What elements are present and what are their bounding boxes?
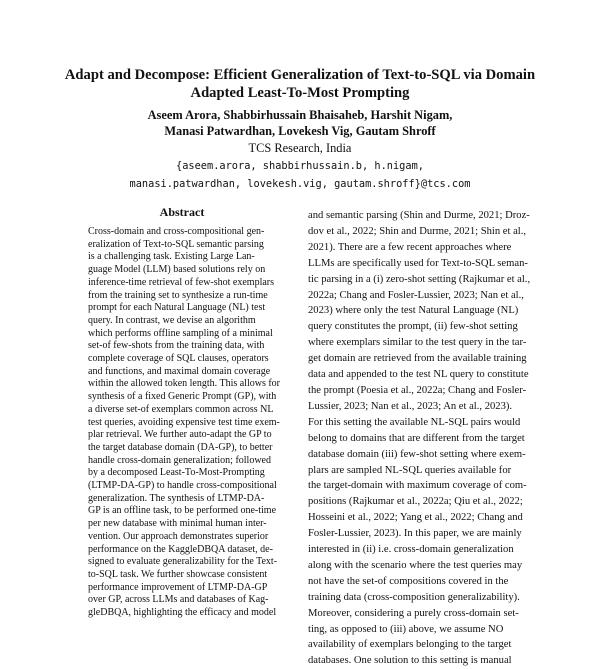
abstract-line: eralization of Text-to-SQL semantic parsing bbox=[88, 238, 264, 250]
abstract-line: signed to evaluate generalizability for the Text- bbox=[88, 556, 278, 568]
abstract-line: GP is an offline task, to be performed one-time bbox=[88, 505, 277, 517]
body-line: Moreover, considering a purely cross-domain set- bbox=[308, 607, 519, 619]
body-line: interested in (ii) i.e. cross-domain generalization bbox=[308, 544, 514, 556]
abstract-line: handle cross-domain generalization; followed bbox=[88, 454, 271, 466]
email-line: {aseem.arora, shabbirhussain.b, h.nigam, bbox=[176, 160, 424, 172]
body-line: training data (cross-composition generalizability). bbox=[308, 591, 520, 603]
body-line: Hosseini et al., 2022; Yang et al., 2022; Chang and bbox=[308, 512, 523, 524]
abstract-line: and functions, and maximal domain coverage bbox=[88, 365, 271, 377]
abstract-line: performance on the KaggleDBQA dataset, de- bbox=[88, 543, 273, 555]
abstract-line: (LTMP-DA-GP) to handle cross-compositional bbox=[88, 480, 277, 492]
abstract-line: set-of few-shots from the training data, with bbox=[88, 340, 265, 352]
abstract-line: generalization. The synthesis of LTMP-DA- bbox=[88, 492, 265, 504]
body-line: tic parsing in a (i) zero-shot setting (Rajkumar et al., bbox=[308, 273, 531, 285]
abstract-line: within the allowed token length. This allows for bbox=[88, 378, 281, 390]
email-block bbox=[40, 157, 560, 193]
abstract-line: prompt for each Natural Language (NL) test bbox=[88, 302, 266, 314]
body-line: the target-domain with maximum coverage of com- bbox=[308, 480, 527, 492]
abstract-line: by a decomposed Least-To-Most-Prompting bbox=[88, 467, 265, 479]
body-line: not have the set-of compositions covered in the bbox=[308, 575, 509, 587]
body-line: Fosler-Lussier, 2023). In this paper, we are mainly bbox=[308, 528, 522, 540]
abstract-text bbox=[88, 226, 281, 620]
abstract-line: guage Model (LLM) based solutions rely on bbox=[88, 264, 266, 276]
abstract-line: Cross-domain and cross-compositional gen- bbox=[88, 226, 265, 237]
affiliation: TCS Research, India bbox=[248, 141, 352, 155]
abstract-line: gleDBQA, highlighting the efficacy and model bbox=[88, 607, 277, 619]
abstract-line: vention. Our approach demonstrates superior bbox=[88, 530, 269, 542]
body-line: positions (Rajkumar et al., 2022a; Qiu et al., 2022; bbox=[308, 496, 523, 508]
body-line: ting, as opposed to (iii) above, we assume NO bbox=[308, 623, 504, 635]
title-line: Adapted Least-To-Most Prompting bbox=[190, 85, 410, 101]
abstract-line: from the training set to synthesize a run-time bbox=[88, 289, 268, 301]
body-line: Lussier, 2023; Nan et al., 2023; An et al., 2023). bbox=[308, 400, 513, 412]
abstract-line: query. In contrast, we devise an algorithm bbox=[88, 314, 256, 326]
body-line: get domain are retrieved from the available training bbox=[308, 353, 527, 365]
body-line: 2022a; Chang and Fosler-Lussier, 2023; Nan et al., bbox=[308, 289, 524, 301]
body-line: data and appended to the test NL query to constitute bbox=[308, 369, 529, 381]
author-line: Aseem Arora, Shabbirhussain Bhaisaheb, Harshit Nigam, bbox=[147, 108, 453, 122]
body-line: database domain (iii) few-shot setting where exem- bbox=[308, 448, 526, 460]
abstract-line: inference-time retrieval of few-shot exemplars bbox=[88, 276, 275, 288]
abstract-line: synthesis of a fixed Generic Prompt (GP), with bbox=[88, 391, 277, 403]
body-line: 2023) where only the test Natural Language (NL) bbox=[308, 305, 519, 317]
body-line: databases. One solution to this setting is manual bbox=[308, 655, 512, 667]
abstract-line: plar retrieval. We further auto-adapt the GP to bbox=[88, 429, 272, 441]
abstract-line: complete coverage of SQL clauses, operators bbox=[88, 353, 269, 365]
body-line: dov et al., 2022; Shin and Durme, 2021; Shin et al., bbox=[308, 225, 527, 237]
author-list bbox=[40, 107, 560, 139]
body-line: 2021). There are a few recent approaches where bbox=[308, 241, 512, 253]
body-line: For this setting the available NL-SQL pairs would bbox=[308, 416, 521, 428]
body-line: availability of exemplars belonging to the target bbox=[308, 639, 512, 651]
abstract-line: the target database domain (DA-GP), to better bbox=[88, 441, 273, 453]
abstract-line: over GP, across LLMs and databases of Kag- bbox=[88, 594, 269, 606]
email-line: manasi.patwardhan, lovekesh.vig, gautam.shroff}@tcs.com bbox=[129, 178, 471, 190]
abstract-line: which performs offline sampling of a minimal bbox=[88, 327, 273, 339]
abstract-line: to-SQL task. We further showcase consistent bbox=[88, 568, 268, 580]
body-line: plars are sampled NL-SQL queries available for bbox=[308, 464, 512, 476]
body-line: and semantic parsing (Shin and Durme, 2021; Droz- bbox=[308, 210, 530, 221]
abstract-line: a diverse set-of exemplars common across NL bbox=[88, 403, 274, 415]
abstract-heading: Abstract bbox=[159, 205, 205, 219]
body-line: the prompt (Poesia et al., 2022a; Chang and Fosler- bbox=[308, 384, 527, 396]
author-line: Manasi Patwardhan, Lovekesh Vig, Gautam Shroff bbox=[164, 124, 436, 138]
abstract-line: performance improvement of LTMP-DA-GP bbox=[88, 581, 268, 593]
body-line: belong to domains that are different from the target bbox=[308, 432, 525, 444]
paper-title bbox=[40, 66, 560, 102]
abstract-line: is a challenging task. Existing Large Lan- bbox=[88, 251, 255, 263]
abstract-line: test queries, avoiding expensive test time exem- bbox=[88, 416, 280, 428]
body-line: where exemplars similar to the test query in the tar- bbox=[308, 337, 527, 349]
body-line: query constitutes the prompt, (ii) few-shot setting bbox=[308, 321, 518, 333]
abstract-line: per new database with minimal human inter- bbox=[88, 518, 267, 530]
title-line: Adapt and Decompose: Efficient Generalization of Text-to-SQL via Domain bbox=[64, 67, 536, 83]
body-line: along with the scenario where the test queries may bbox=[308, 559, 523, 571]
body-line: LLMs are specifically used for Text-to-SQL seman- bbox=[308, 257, 528, 269]
